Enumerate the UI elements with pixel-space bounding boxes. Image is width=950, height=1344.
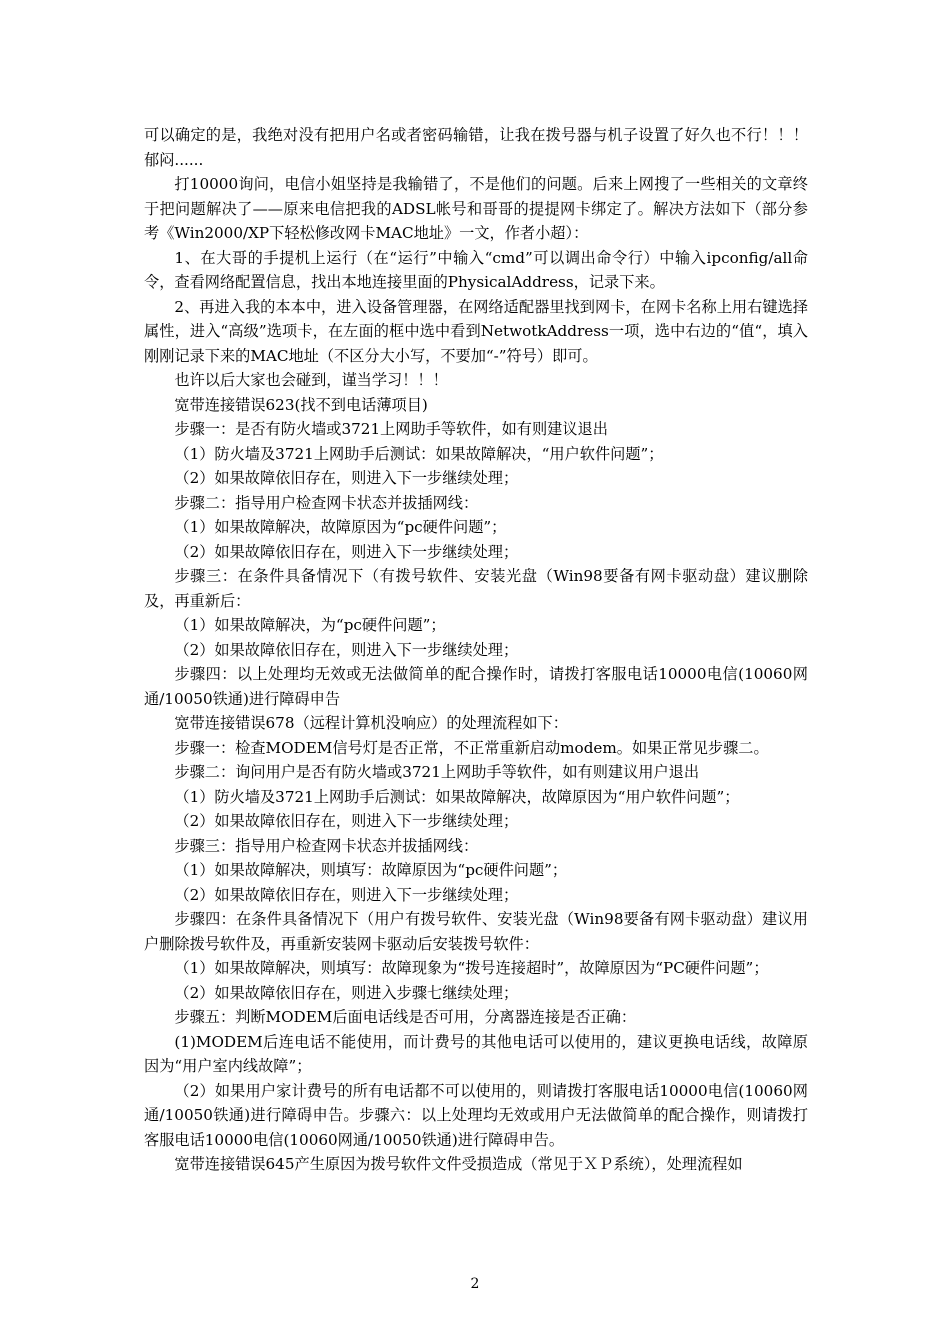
paragraph: 步骤三：指导用户检查网卡状态并拔插网线： [174, 836, 479, 855]
paragraph: （2）如果故障依旧存在，则进入下一步继续处理； [174, 542, 519, 561]
paragraph: 2、再进入我的本本中，进入设备管理器，在网络适配器里找到网卡，在网卡名称上用右键选择属性，进入“高级”选项卡，在左面的框中选中看到NetwotkAddress一项，选中右边的“值“，填入刚刚记录下来的MAC地址（不区分大小写，不要加“-”符号）即可。 [144, 297, 808, 365]
paragraph: （2）如果故障依旧存在，则进入下一步继续处理； [174, 469, 519, 487]
paragraph: 步骤五：判断MODEM后面电话线是否可用，分离器连接是否正确： [174, 1008, 637, 1026]
paragraph: （1）如果故障解决，故障原因为“pc硬件问题”； [174, 518, 507, 536]
paragraph: 步骤三：在条件具备情况下（有拨号软件、安装光盘（Win98要备有网卡驱动盘）建议删除及，再重新后： [144, 567, 808, 610]
paragraph: 可以确定的是，我绝对没有把用户名或者密码输错，让我在拨号器与机子设置了好久也不行！！！郁闷...... [144, 126, 808, 169]
paragraph: （2）如果故障依旧存在，则进入下一步继续处理； [174, 885, 519, 904]
paragraph: 宽带连接错误678（远程计算机没响应）的处理流程如下： [174, 714, 568, 732]
paragraph: （1）防火墙及3721上网助手后测试：如果故障解决，故障原因为“用户软件问题”； [174, 787, 740, 806]
paragraph: 步骤一：检查MODEM信号灯是否正常，不正常重新启动modem。如果正常见步骤二。 [174, 738, 769, 757]
paragraph: 宽带连接错误623(找不到电话薄项目) [174, 395, 428, 414]
paragraph: 步骤四：在条件具备情况下（用户有拨号软件、安装光盘（Win98要备有网卡驱动盘）建议用户删除拨号软件及，再重新安装网卡驱动后安装拨号软件： [144, 910, 808, 953]
page-number: 2 [470, 1276, 480, 1292]
paragraph: 步骤二：指导用户检查网卡状态并拔插网线： [174, 493, 479, 512]
paragraph: （2）如果故障依旧存在，则进入步骤七继续处理； [174, 983, 519, 1002]
document-body [144, 123, 808, 1177]
paragraph: （1）如果故障解决，为“pc硬件问题”； [174, 616, 446, 634]
paragraph: 1、在大哥的手提机上运行（在“运行”中输入“cmd”可以调出命令行）中输入ipconfig/all命令，查看网络配置信息，找出本地连接里面的PhysicalAddress，记录下来。 [144, 248, 808, 291]
paragraph: （2）如果用户家计费号的所有电话都不可以使用的，则请拨打客服电话10000电信(10060网通/10050铁通)进行障碍申告。步骤六：以上处理均无效或用户无法做简单的配合操作，则请拨打客服电话10000电信(10060网通/10050铁通)进行障碍申告。 [144, 1081, 808, 1149]
paragraph: 步骤二：询问用户是否有防火墙或3721上网助手等软件，如有则建议用户退出 [174, 763, 700, 781]
paragraph: （1）如果故障解决，则填写：故障现象为“拨号连接超时”，故障原因为“PC硬件问题”； [174, 959, 769, 977]
paragraph: 步骤一：是否有防火墙或3721上网助手等软件，如有则建议退出 [174, 420, 608, 438]
paragraph: (1)MODEM后连电话不能使用，而计费号的其他电话可以使用的，建议更换电话线，故障原因为“用户室内线故障”； [144, 1032, 808, 1075]
paragraph: （2）如果故障依旧存在，则进入下一步继续处理； [174, 812, 519, 830]
paragraph: 宽带连接错误645产生原因为拨号软件文件受损造成（常见于ＸＰ系统），处理流程如 [174, 1155, 743, 1173]
paragraph: 步骤四：以上处理均无效或无法做简单的配合操作时，请拨打客服电话10000电信(10060网通/10050铁通)进行障碍申告 [144, 665, 808, 708]
paragraph: （1）如果故障解决，则填写：故障原因为“pc硬件问题”； [174, 861, 568, 879]
paragraph: 也许以后大家也会碰到，谨当学习！！！ [174, 371, 448, 389]
paragraph: 打10000询问，电信小姐坚持是我输错了，不是他们的问题。后来上网搜了一些相关的文章终于把问题解决了——原来电信把我的ADSL帐号和哥哥的提提网卡绑定了。解决方法如下（部分参考《Win2000/XP下轻松修改网卡MAC地址》一文，作者小超）： [144, 175, 808, 242]
paragraph: （1）防火墙及3721上网助手后测试：如果故障解决，“用户软件问题”； [174, 444, 664, 463]
paragraph: （2）如果故障依旧存在，则进入下一步继续处理； [174, 640, 519, 659]
